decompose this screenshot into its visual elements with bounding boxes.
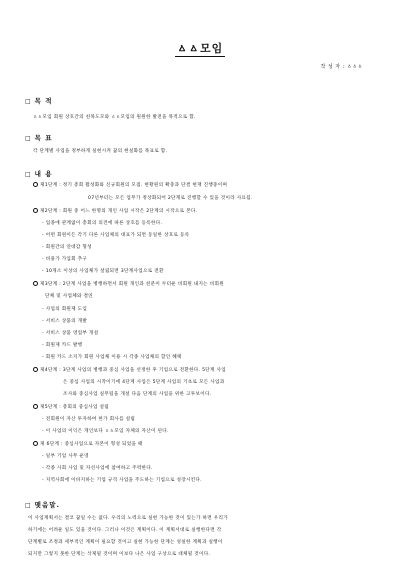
closing-line: 되지만 그렇지 못한 단계는 삭제될 것이며 이보다 나은 사업 구상으로 대체될 것이다. [28,552,211,557]
list-item: - 전회원이 자산 투자하여 한가 회사를 설립 [42,417,136,422]
stage-4-continuation: 은 중심 사업의 시작이기에 4단계 사업은 5단계 사업의 기초로 모든 사업과 [63,380,225,385]
author-line: 작 성 자 : ㅿㅿㅿ [320,64,363,70]
list-item: - 어떤 회원이든 각기 다른 사업체의 대표가 되면 동일한 상호로 등록 [42,233,190,238]
circle-bullet-icon [33,367,38,372]
list-item: - 업종에 관계없이 총회의 의견에 따른 상호를 등록한다. [42,221,163,226]
stage-2-line: 제2단계 : 회원 중 어느 한명의 개인 사업 시작은 2단계의 시작으로 본다. [33,208,197,214]
square-bullet-icon: □ [25,171,32,178]
closing-line: 이 사업계획서는 결코 꿈일 수는 없다. 우리의 노력으로 실현 가능한 것이 있는가 하면 우리가 [28,516,228,521]
square-bullet-icon: □ [25,502,32,509]
list-item: - 지역사회에 이바지하는 기업 규격 사업을 주도하는 기업으로 성장시킨다. [42,478,202,483]
circle-bullet-icon [33,208,38,213]
stage-1-continuation: 07년부터는 모든 업무가 정상화되어 2단계로 진행할 수 있을 것이라 사료됨. [88,196,253,201]
document-title: ㅿㅿ모임 [176,42,224,55]
stage-3-line: 제3단계 : 2단계 사업을 병행하면서 회원 개인과 친분이 두터운 비회원 내지는 비회원 [33,281,224,287]
list-item: - 서비스 상품의 개발 [42,319,88,324]
stage-5-line: 제5단계 : 총회의 중심사업 설립 [33,404,109,410]
list-item: - 회원간의 연대감 형성 [42,245,92,250]
square-bullet-icon: □ [25,98,32,105]
content-heading: □ 내 용 [25,170,53,178]
list-item: - 서비스 상품 영업부 개설 [42,331,99,336]
closing-line: 하기에는 어려운 일도 있을 것이다. 그러나 이것은 계획이다. 이 계획서대로 실행한다면 각 [28,528,222,533]
circle-bullet-icon [33,281,38,286]
list-item: - 10개소 이상의 사업체가 설립되면 3단계사업으로 전환 [42,269,164,274]
stage-4-line: 제4단계 : 3단계 사업의 병행과 중심 사업을 선정한 후 기업으로 전환한다. 5단계 사업 [33,367,226,373]
list-item: - 이 사업의 이익은 개인보다 ㅿㅿ모임 자체의 자산이 된다. [42,429,169,434]
closing-heading: □ 맺음말. [25,501,60,509]
list-item: - 사업의 회원제 도입 [42,307,88,312]
square-bullet-icon: □ [25,135,32,142]
closing-line: 단계별로 조정과 세부적인 계획이 필요할 것이고 실현 가능한 단계는 성실한 계획과 실행이 [28,540,223,545]
purpose-heading: □ 목 적 [25,97,53,105]
circle-bullet-icon [33,441,38,446]
list-item: - 회원 카드 소지가 회원 사업체 이용 시 각종 사업체의 할인 혜택 [42,355,182,360]
stage-6-line: 제 6단계 : 중심사업으로 자본이 형성 되었을 때 [33,441,143,447]
stage-3-continuation: 단체 및 사업체와 결연 [45,294,93,299]
stage-1-line: 제1단계 : 정기 총회 활성화와 신규회원의 모집. 현황원의 확충과 단결 현재 진행중이며 [33,182,227,188]
goal-heading: □ 목 표 [25,134,53,142]
purpose-text: ㅿㅿ모임 회원 상호간의 친목도모와 ㅿㅿ모임의 원원한 발전을 목적으로 함. [33,115,196,120]
circle-bullet-icon [33,404,38,409]
goal-text: 각 단계별 사업을 정부하게 실현시켜 꿈의 현실화를 목표로 함. [33,149,168,154]
list-item: - 일부 기업 사무 운영 [42,454,89,459]
stage-4-continuation: 조사와 중심사업 실무팀을 개설 다음 단계의 사업을 위한 고투보이다. [63,392,212,397]
circle-bullet-icon [33,182,38,187]
list-item: - 회원제 카드 발행 [42,343,83,348]
list-item: - 비용가 가입회 추구 [42,257,88,262]
list-item: - 각종 사회 사업 및 자선사업에 참여하고 주력한다. [42,466,153,471]
